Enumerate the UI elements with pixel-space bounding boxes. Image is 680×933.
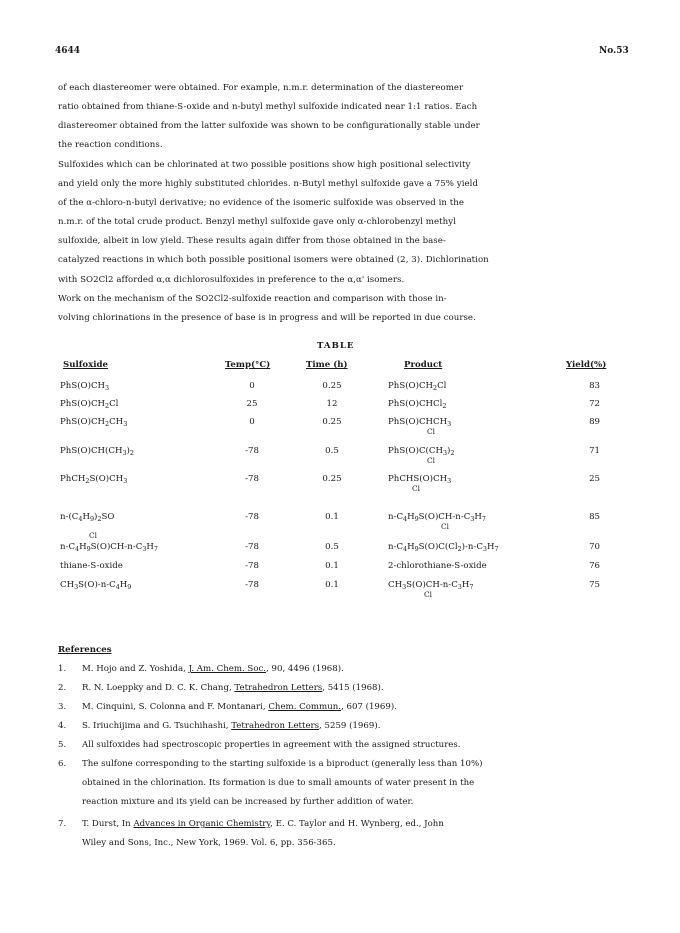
reference-item: 5. All sulfoxides had spectroscopic properties in agreement with the assigned structures.: [58, 740, 461, 750]
cell-chlorine-label: Cl: [427, 456, 436, 465]
reference-item: reaction mixture and its yield can be increased by further addition of water.: [82, 797, 414, 807]
cell-product: $n-C_4H_9S(O)CH-n-C_3H_7$: [388, 512, 486, 523]
cell-sulfoxide: $n-(C_4H_9)_2SO$: [60, 512, 115, 523]
cell-time: 12: [326, 399, 338, 409]
reference-item: 4. S. Iriuchijima and G. Tsuchihashi, Tetrahedron Letters, 5259 (1969).: [58, 721, 381, 731]
body-line: of the α-chloro-n-butyl derivative; no evidence of the isomeric sulfoxide was observed in the: [58, 198, 465, 208]
cell-temp: 0: [249, 381, 255, 391]
cell-product: $PhS(O)C(CH_3)_2$: [388, 446, 455, 457]
body-line: ratio obtained from thiane-S-oxide and n-butyl methyl sulfoxide indicated near 1:1 ratios. Each: [58, 102, 478, 112]
cell-time: 0.5: [325, 542, 339, 552]
cell-yield: 70: [589, 542, 600, 552]
cell-product: 2-chlorothiane-S-oxide: [388, 561, 487, 571]
cell-product: $PhCHS(O)CH_3$: [388, 474, 452, 485]
cell-temp: -78: [245, 512, 259, 522]
reference-item: 7. T. Durst, In Advances in Organic Chemistry, E. C. Taylor and H. Wynberg, ed., John: [58, 819, 444, 829]
reference-item: Wiley and Sons, Inc., New York, 1969. Vol. 6, pp. 356-365.: [82, 838, 336, 848]
cell-sulfoxide: $PhS(O)CH_2Cl$: [60, 399, 119, 410]
cell-chlorine-label: Cl: [424, 590, 433, 599]
col-header-yield: Yield(%): [566, 360, 607, 370]
body-line: and yield only the more highly substituted chlorides. n-Butyl methyl sulfoxide gave a 75% yield: [58, 179, 478, 189]
cell-time: 0.1: [325, 561, 339, 571]
cell-yield: 85: [589, 512, 600, 522]
table-title: TABLE: [317, 341, 355, 351]
cell-temp: -78: [245, 446, 259, 456]
cell-temp: 0: [249, 417, 255, 427]
cell-temp: 25: [246, 399, 258, 409]
cell-product: $PhS(O)CHCH_3$: [388, 417, 452, 428]
cell-time: 0.25: [322, 381, 342, 391]
cell-temp: -78: [245, 580, 259, 590]
col-header-sulfoxide: Sulfoxide: [63, 360, 109, 370]
reference-number: 6.: [58, 759, 67, 769]
reference-number: 2.: [58, 683, 67, 693]
reference-item: 2. R. N. Loeppky and D. C. K. Chang, Tetrahedron Letters, 5415 (1968).: [58, 683, 384, 693]
body-line: sulfoxide, albeit in low yield. These results again differ from those obtained in the base-: [58, 236, 446, 246]
reference-item: 1. M. Hojo and Z. Yoshida, J. Am. Chem. Soc., 90, 4496 (1968).: [58, 664, 344, 674]
cell-product: $CH_3S(O)CH-n-C_3H_7$: [388, 580, 474, 591]
reference-item: obtained in the chlorination. Its formation is due to small amounts of water present in the: [82, 778, 475, 788]
cell-sulfoxide: $PhS(O)CH_2CH_3$: [60, 417, 128, 428]
body-line: of each diastereomer were obtained. For example, n.m.r. determination of the diastereomer: [58, 83, 464, 93]
cell-temp: -78: [245, 474, 259, 484]
cell-chlorine-label: Cl: [441, 522, 450, 531]
body-line: Work on the mechanism of the SO2Cl2-sulfoxide reaction and comparison with those in-: [58, 294, 447, 304]
cell-temp: -78: [245, 542, 259, 552]
cell-chlorine-label: Cl: [89, 531, 98, 540]
cell-yield: 25: [589, 474, 600, 484]
cell-product: $n-C_4H_9S(O)C(Cl_2)-n-C_3H_7$: [388, 542, 499, 553]
body-line: with SO2Cl2 afforded α,α dichlorosulfoxides in preference to the α,α' isomers.: [58, 275, 405, 285]
reference-number: 5.: [58, 740, 67, 750]
cell-sulfoxide: $PhS(O)CH(CH_3)_2$: [60, 446, 134, 457]
cell-product: $PhS(O)CH_2Cl$: [388, 381, 447, 392]
cell-time: 0.1: [325, 580, 339, 590]
cell-sulfoxide: $n-C_4H_9S(O)CH-n-C_3H_7$: [60, 542, 158, 553]
cell-yield: 89: [589, 417, 600, 427]
cell-time: 0.1: [325, 512, 339, 522]
cell-yield: 72: [589, 399, 600, 409]
cell-sulfoxide: $CH_3S(O)-n-C_4H_9$: [60, 580, 132, 591]
reference-number: 4.: [58, 721, 67, 731]
cell-chlorine-label: Cl: [427, 427, 436, 436]
references-heading: References: [58, 645, 112, 655]
body-line: Sulfoxides which can be chlorinated at two possible positions show high positional selectivity: [58, 160, 471, 170]
issue-number: No.53: [599, 46, 629, 56]
cell-temp: -78: [245, 561, 259, 571]
cell-time: 0.25: [322, 474, 342, 484]
reference-number: 7.: [58, 819, 67, 829]
cell-sulfoxide: $PhCH_2S(O)CH_3$: [60, 474, 128, 485]
reference-number: 3.: [58, 702, 67, 712]
cell-yield: 75: [589, 580, 600, 590]
reference-item: 3. M. Cinquini, S. Colonna and F. Montanari, Chem. Commun., 607 (1969).: [58, 702, 397, 712]
body-line: the reaction conditions.: [58, 140, 163, 150]
cell-sulfoxide: $PhS(O)CH_3$: [60, 381, 110, 392]
body-line: n.m.r. of the total crude product. Benzyl methyl sulfoxide gave only α-chlorobenzyl methyl: [58, 217, 456, 227]
col-header-product: Product: [404, 360, 443, 370]
cell-product: PhS(O)CHCl$_2$: [388, 399, 447, 410]
col-header-temp: Temp(°C): [225, 360, 271, 370]
cell-time: 0.5: [325, 446, 339, 456]
cell-yield: 83: [589, 381, 600, 391]
cell-chlorine-label: Cl: [412, 484, 421, 493]
cell-yield: 71: [589, 446, 600, 456]
body-line: volving chlorinations in the presence of base is in progress and will be reported in due course.: [58, 313, 476, 323]
col-header-time: Time (h): [306, 360, 348, 370]
body-line: catalyzed reactions in which both possible positional isomers were obtained (2, 3). Dichlorination: [58, 255, 489, 265]
page-number: 4644: [55, 46, 81, 56]
cell-sulfoxide: thiane-S-oxide: [60, 561, 123, 571]
reference-number: 1.: [58, 664, 67, 674]
body-line: diastereomer obtained from the latter sulfoxide was shown to be configurationally stable under: [58, 121, 480, 131]
cell-yield: 76: [589, 561, 600, 571]
cell-time: 0.25: [322, 417, 342, 427]
reference-item: 6. The sulfone corresponding to the starting sulfoxide is a biproduct (generally less than 10%): [58, 759, 483, 769]
